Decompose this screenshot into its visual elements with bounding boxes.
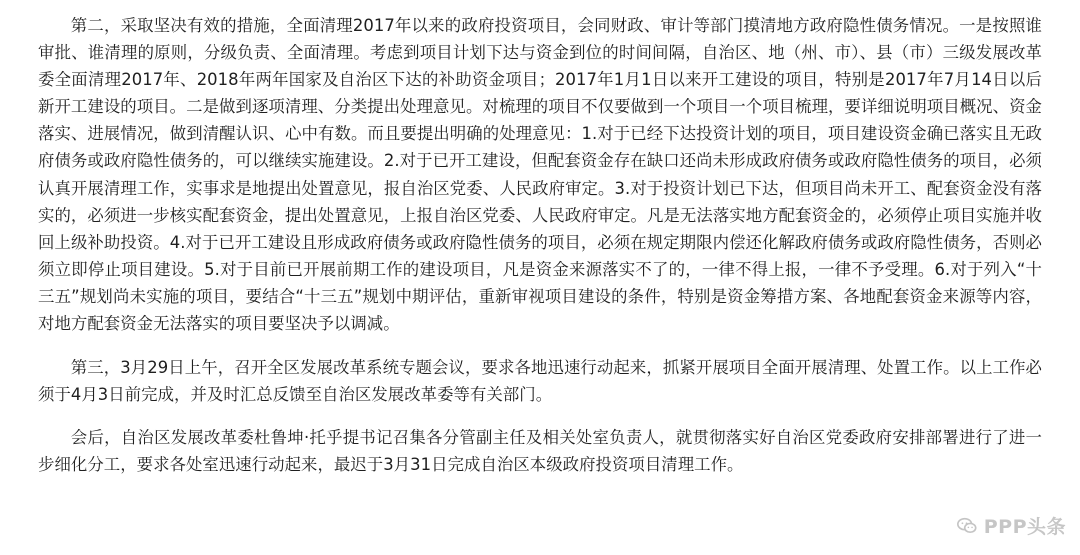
- paragraph-follow-up: 会后，自治区发展改革委杜鲁坤·托乎提书记召集各分管副主任及相关处室负责人，就贯彻落实好自治区党委政府安排部署进行了进一步细化分工，要求各处室迅速行动起来，最迟于3月31日完成自治区本级政府投资项目清理工作。: [38, 428, 1042, 475]
- watermark-text: PPP头条: [983, 516, 1066, 538]
- paragraph-second-measure: 第二，采取坚决有效的措施，全面清理2017年以来的政府投资项目，会同财政、审计等部门摸清地方政府隐性债务情况。一是按照谁审批、谁清理的原则，分级负责、全面清理。考虑到项目计划下达与资金到位的时间间隔，自治区、地（州、市）、县（市）三级发展改革委全面清理2017年、2018年两年国家及自治区下达的补助资金项目；2017年1月1日以来开工建设的项目，特别是2017年7月14日以后新开工建设的项目。二是做到逐项清理、分类提出处理意见。对梳理的项目不仅要做到一个项目一个项目梳理，要详细说明项目概况、资金落实、进展情况，做到清醒认识、心中有数。而且要提出明确的处理意见：1.对于已经下达投资计划的项目，项目建设资金确已落实且无政府债务或政府隐性债务的，可以继续实施建设。2.对于已开工建设，但配套资金存在缺口还尚未形成政府债务或政府隐性债务的项目，必须认真开展清理工作，实事求是地提出处置意见，报自治区党委、人民政府审定。3.对于投资计划已下达，但项目尚未开工、配套资金没有落实的，必须进一步核实配套资金，提出处置意见，上报自治区党委、人民政府审定。凡是无法落实地方配套资金的，必须停止项目实施并收回上级补助投资。4.对于已开工建设且形成政府债务或政府隐性债务的项目，必须在规定期限内偿还化解政府债务或政府隐性债务，否则必须立即停止项目建设。5.对于目前已开展前期工作的建设项目，凡是资金来源落实不了的，一律不得上报，一律不予受理。6.对于列入“十三五”规划尚未实施的项目，要结合“十三五”规划中期评估，重新审视项目建设的条件，特别是资金筹措方案、各地配套资金来源等内容，对地方配套资金无法落实的项目要坚决予以调减。: [38, 16, 1042, 334]
- paragraph-third-meeting: 第三，3月29日上午，召开全区发展改革系统专题会议，要求各地迅速行动起来，抓紧开展项目全面开展清理、处置工作。以上工作必须于4月3日前完成，并及时汇总反馈至自治区发展改革委等有关部门。: [38, 358, 1042, 405]
- source-watermark: [952, 510, 1070, 541]
- wechat-icon: [956, 515, 978, 537]
